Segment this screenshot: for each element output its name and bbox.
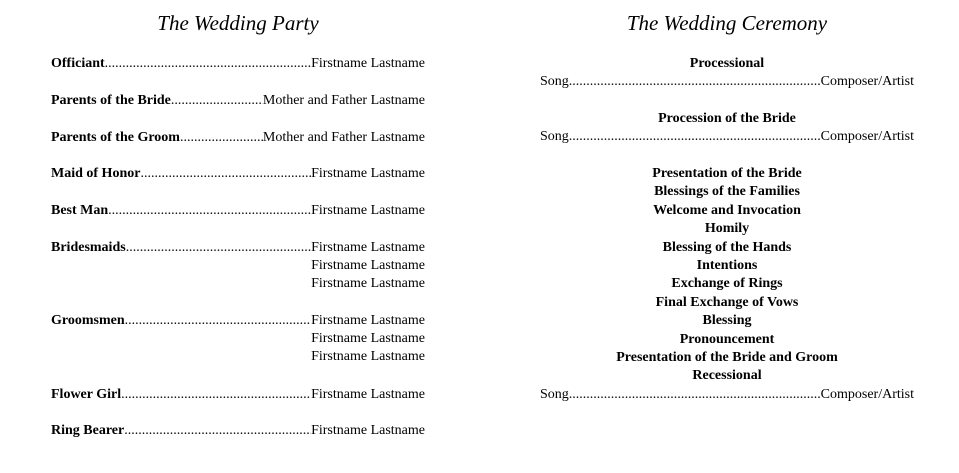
dot-leader bbox=[140, 165, 311, 183]
row-label: Maid of Honor bbox=[51, 166, 141, 181]
row-name: Firstname Lastname bbox=[311, 313, 425, 328]
row-name: Mother and Father Lastname bbox=[262, 93, 425, 108]
song-line bbox=[540, 73, 914, 91]
song-artist: Composer/Artist bbox=[820, 74, 914, 90]
ring-bearer-row bbox=[51, 422, 425, 440]
dot-leader bbox=[180, 129, 263, 147]
row-label: Flower Girl bbox=[51, 387, 122, 402]
row-name: Mother and Father Lastname bbox=[262, 130, 425, 145]
row-name: Firstname Lastname bbox=[311, 258, 425, 273]
order-item: Blessing bbox=[702, 313, 752, 329]
song-line bbox=[540, 386, 914, 404]
dot-leader bbox=[108, 202, 311, 220]
officiant-row bbox=[51, 55, 425, 73]
best-man-row bbox=[51, 202, 425, 220]
row-name: Firstname Lastname bbox=[311, 331, 425, 346]
procession-of-bride-section bbox=[540, 110, 914, 146]
dot-leader bbox=[126, 239, 311, 257]
order-item: Final Exchange of Vows bbox=[655, 294, 799, 310]
row-name: Firstname Lastname bbox=[311, 166, 425, 181]
order-item: Welcome and Invocation bbox=[653, 202, 801, 218]
wedding-party-title: The Wedding Party bbox=[157, 11, 319, 35]
row-name: Firstname Lastname bbox=[311, 240, 425, 255]
row-label: Ring Bearer bbox=[51, 423, 125, 438]
row-name: Firstname Lastname bbox=[311, 349, 425, 365]
dot-leader bbox=[569, 128, 821, 146]
processional-section bbox=[540, 55, 914, 91]
procession-heading: Procession of the Bride bbox=[658, 111, 796, 126]
ceremony-order bbox=[540, 165, 914, 404]
order-item: Blessing of the Hands bbox=[662, 239, 792, 255]
bridesmaids-row bbox=[51, 239, 425, 295]
row-label: Bridesmaids bbox=[51, 240, 126, 255]
order-item: Recessional bbox=[692, 368, 762, 384]
parents-of-groom-row bbox=[51, 129, 425, 147]
maid-of-honor-row bbox=[51, 165, 425, 183]
order-item: Presentation of the Bride and Groom bbox=[616, 349, 838, 365]
order-item: Exchange of Rings bbox=[671, 276, 783, 292]
row-label: Best Man bbox=[51, 203, 109, 218]
row-name: Firstname Lastname bbox=[311, 56, 425, 71]
row-name: Firstname Lastname bbox=[311, 276, 425, 292]
parents-of-bride-row bbox=[51, 92, 425, 110]
row-label: Parents of the Bride bbox=[51, 93, 171, 108]
dot-leader bbox=[569, 386, 821, 404]
row-label: Parents of the Groom bbox=[51, 130, 180, 145]
wedding-ceremony-title: The Wedding Ceremony bbox=[626, 11, 828, 35]
song-artist: Composer/Artist bbox=[820, 386, 914, 402]
processional-heading: Processional bbox=[689, 56, 765, 71]
flower-girl-row bbox=[51, 386, 425, 404]
dot-leader bbox=[124, 422, 311, 440]
row-label: Groomsmen bbox=[51, 313, 125, 328]
dot-leader bbox=[105, 55, 311, 73]
dot-leader bbox=[125, 312, 311, 330]
order-item: Homily bbox=[704, 221, 750, 237]
song-label: Song bbox=[540, 74, 569, 90]
song-line bbox=[540, 128, 914, 146]
groomsmen-row bbox=[51, 312, 425, 368]
row-name: Firstname Lastname bbox=[311, 423, 425, 438]
dot-leader bbox=[171, 92, 263, 110]
song-artist: Composer/Artist bbox=[820, 129, 914, 145]
dot-leader bbox=[569, 73, 821, 91]
row-name: Firstname Lastname bbox=[311, 203, 425, 218]
order-item: Presentation of the Bride bbox=[652, 166, 802, 181]
order-item: Blessings of the Families bbox=[654, 184, 800, 200]
song-label: Song bbox=[540, 129, 569, 145]
order-item: Intentions bbox=[696, 257, 758, 273]
song-label: Song bbox=[540, 386, 569, 402]
row-label: Officiant bbox=[51, 56, 105, 71]
row-name: Firstname Lastname bbox=[311, 387, 425, 402]
dot-leader bbox=[121, 386, 311, 404]
order-item: Pronouncement bbox=[679, 331, 775, 347]
